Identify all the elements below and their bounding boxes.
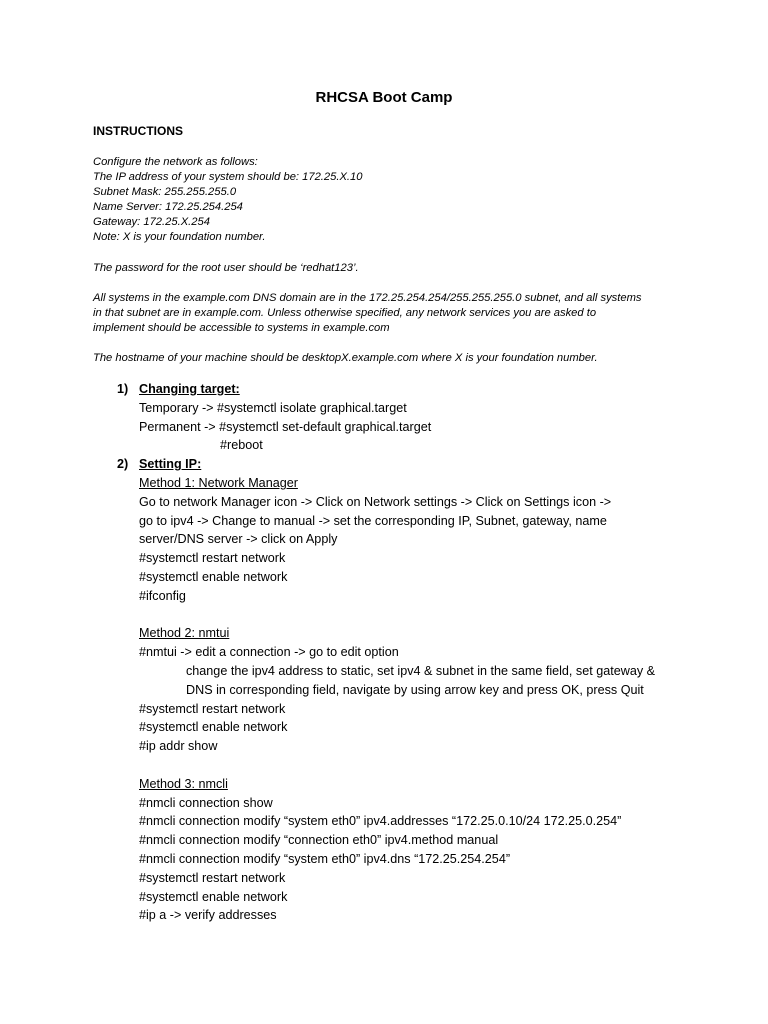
spacer xyxy=(93,336,693,351)
spacer xyxy=(93,246,693,261)
spacer xyxy=(0,756,768,775)
method-3-line: #nmcli connection modify “system eth0” ipv4.dns “172.25.254.254” xyxy=(139,851,511,866)
step-1-reboot: #reboot xyxy=(220,438,263,453)
method-3-line: #nmcli connection modify “system eth0” ipv4.addresses “172.25.0.10/24 172.25.0.254” xyxy=(139,814,622,829)
method-1-line: #systemctl enable network xyxy=(139,569,288,584)
method-1-line: go to ipv4 -> Change to manual -> set the corresponding IP, Subnet, gateway, name xyxy=(139,513,607,528)
intro-line: implement should be accessible to systems in example.com xyxy=(93,321,390,334)
intro-line: All systems in the example.com DNS domain are in the 172.25.254.254/255.255.255.0 subnet, and all systems xyxy=(93,291,642,304)
spacer xyxy=(93,276,693,291)
page-title: RHCSA Boot Camp xyxy=(315,89,453,106)
method-3-line: #systemctl enable network xyxy=(139,889,288,904)
intro-line: Subnet Mask: 255.255.255.0 xyxy=(93,186,237,199)
method-2-line: #systemctl enable network xyxy=(139,720,288,735)
intro-line: Configure the network as follows: xyxy=(93,156,258,168)
intro-line: The password for the root user should be ‘redhat123’. xyxy=(93,261,359,274)
method-2-line: #systemctl restart network xyxy=(139,701,286,716)
intro-line: The IP address of your system should be: 172.25.X.10 xyxy=(93,171,363,184)
step-1-line: Temporary -> #systemctl isolate graphical.target xyxy=(139,400,407,415)
method-2-line: #ip addr show xyxy=(139,739,218,754)
method-1-line: #ifconfig xyxy=(139,588,186,603)
intro-line: Gateway: 172.25.X.254 xyxy=(93,216,210,229)
step-2-heading: Setting IP: xyxy=(139,457,202,472)
method-1-heading: Method 1: Network Manager xyxy=(139,475,298,490)
spacer xyxy=(0,606,768,625)
instructions-text xyxy=(93,155,693,366)
method-2-line: #nmtui -> edit a connection -> go to edit option xyxy=(139,645,399,660)
method-3-line: #nmcli connection show xyxy=(139,795,273,810)
intro-line: Note: X is your foundation number. xyxy=(93,231,266,244)
steps-list xyxy=(0,380,768,925)
instructions-heading: INSTRUCTIONS xyxy=(93,124,183,138)
intro-line: The hostname of your machine should be desktopX.example.com where X is your foundation number. xyxy=(93,351,598,364)
method-1-line: #systemctl restart network xyxy=(139,551,286,566)
method-3-line: #ip a -> verify addresses xyxy=(139,908,277,923)
step-2-number: 2) xyxy=(117,457,129,472)
method-1-line: server/DNS server -> click on Apply xyxy=(139,532,338,547)
method-3-line: #systemctl restart network xyxy=(139,870,286,885)
step-1-number: 1) xyxy=(117,382,129,396)
step-1-line: Permanent -> #systemctl set-default graphical.target xyxy=(139,419,432,434)
method-3-heading: Method 3: nmcli xyxy=(139,776,228,791)
step-2-heading-row xyxy=(0,455,768,474)
step-1-heading: Changing target: xyxy=(139,382,240,396)
method-2-indented-line: DNS in corresponding field, navigate by using arrow key and press OK, press Quit xyxy=(186,682,644,697)
intro-line: Name Server: 172.25.254.254 xyxy=(93,201,243,214)
step-1-heading-row xyxy=(0,380,768,399)
method-3-line: #nmcli connection modify “connection eth0” ipv4.method manual xyxy=(139,833,499,848)
method-2-indented-line: change the ipv4 address to static, set ipv4 & subnet in the same field, set gateway & xyxy=(186,663,656,678)
method-1-line: Go to network Manager icon -> Click on Network settings -> Click on Settings icon -> xyxy=(139,494,612,509)
intro-line: in that subnet are in example.com. Unless otherwise specified, any network services you are asked to xyxy=(93,306,597,319)
method-2-heading: Method 2: nmtui xyxy=(139,626,230,641)
